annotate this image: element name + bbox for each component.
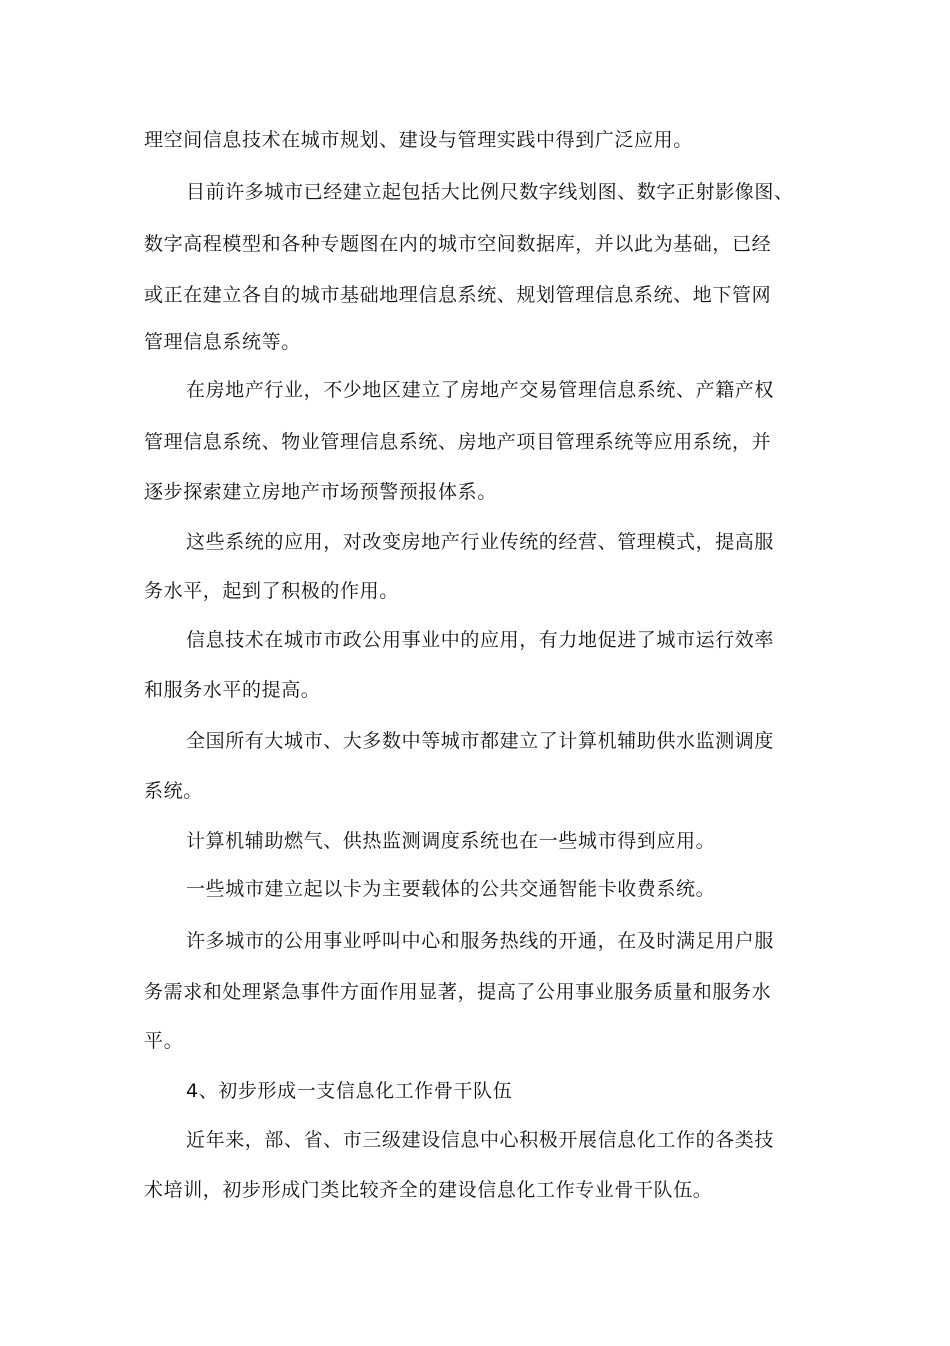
text-line: 计算机辅助燃气、供热监测调度系统也在一些城市得到应用。 [186,830,716,852]
text-line: 这些系统的应用，对改变房地产行业传统的经营、管理模式，提高服 [186,531,775,553]
text-line: 和服务水平的提高。 [144,679,321,701]
text-line: 务需求和处理紧急事件方面作用显著，提高了公用事业服务质量和服务水 [144,981,772,1003]
text-line: 系统。 [144,780,203,802]
text-line: 目前许多城市已经建立起包括大比例尺数字线划图、数字正射影像图、 [186,181,794,203]
text-line: 管理信息系统、物业管理信息系统、房地产项目管理系统等应用系统，并 [144,431,772,453]
text-line: 一些城市建立起以卡为主要载体的公共交通智能卡收费系统。 [186,878,716,900]
text-line: 信息技术在城市市政公用事业中的应用，有力地促进了城市运行效率 [186,629,775,651]
text-line: 管理信息系统等。 [144,331,301,353]
text-line: 务水平，起到了积极的作用。 [144,580,399,602]
text-line: 全国所有大城市、大多数中等城市都建立了计算机辅助供水监测调度 [186,730,775,752]
text-line: 逐步探索建立房地产市场预警预报体系。 [144,481,497,503]
text-line: 许多城市的公用事业呼叫中心和服务热线的开通，在及时满足用户服 [186,930,775,952]
text-line: 理空间信息技术在城市规划、建设与管理实践中得到广泛应用。 [144,129,693,151]
text-line: 在房地产行业，不少地区建立了房地产交易管理信息系统、产籍产权 [186,379,775,401]
text-line: 或正在建立各自的城市基础地理信息系统、规划管理信息系统、地下管网 [144,284,772,306]
section-heading: 4、初步形成一支信息化工作骨干队伍 [186,1080,513,1102]
text-line: 平。 [144,1030,184,1052]
text-line: 数字高程模型和各种专题图在内的城市空间数据库，并以此为基础，已经 [144,233,772,255]
text-line: 术培训，初步形成门类比较齐全的建设信息化工作专业骨干队伍。 [144,1179,713,1201]
text-line: 近年来，部、省、市三级建设信息中心积极开展信息化工作的各类技 [186,1129,775,1151]
